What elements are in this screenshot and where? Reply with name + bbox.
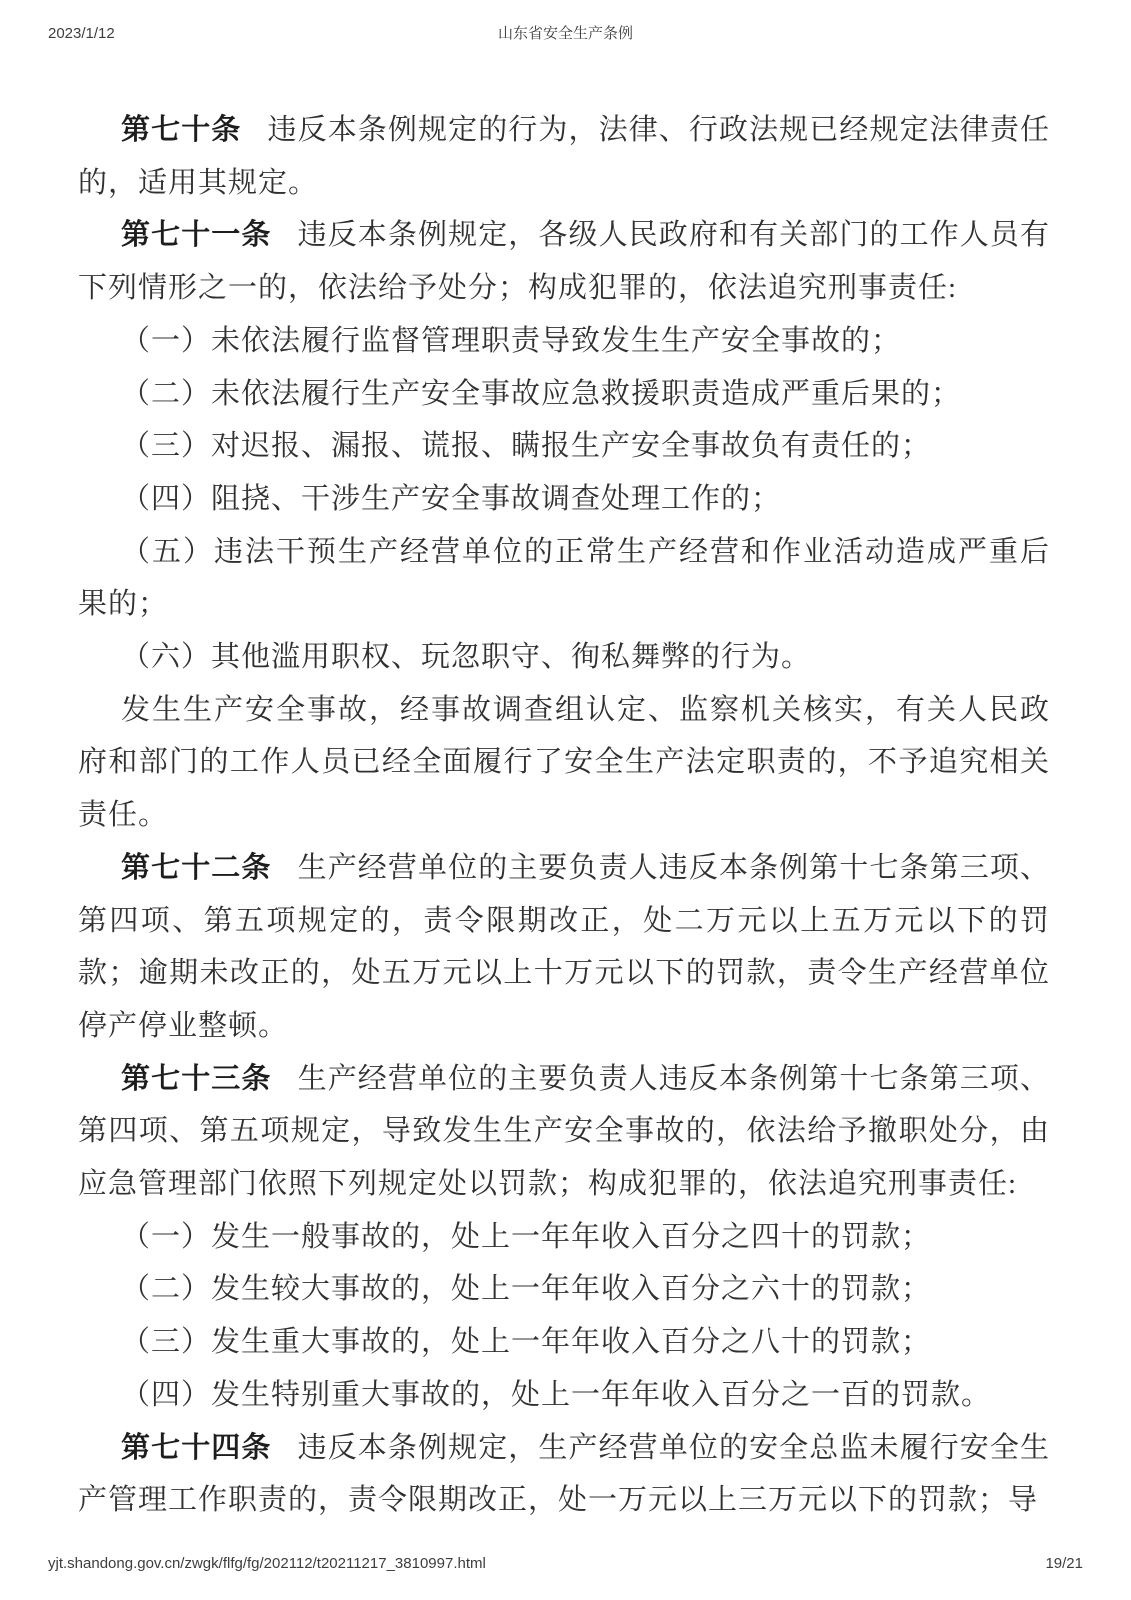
clause-item [78,368,1050,421]
print-date: 2023/1/12 [48,25,115,42]
article-72-paragraph [78,842,1050,1053]
clause-item [78,631,1050,684]
clause-item [78,315,1050,368]
clause-text: （四）发生特别重大事故的，处上一年年收入百分之一百的罚款。 [121,1378,992,1411]
clause-item [78,473,1050,526]
clause-item [78,1263,1050,1316]
clause-text: （一）未依法履行监督管理职责导致发生生产安全事故的； [121,324,902,357]
body-paragraph [78,684,1050,842]
page-indicator: 19/21 [1045,1555,1083,1572]
article-number: 第七十四条 [121,1431,272,1464]
clause-item [78,420,1050,473]
paragraph-text: 发生生产安全事故，经事故调查组认定、监察机关核实，有关人民政府和部门的工作人员已经全面履行了安全生产法定职责的，不予追究相关责任。 [78,693,1050,832]
clause-text: （一）发生一般事故的，处上一年年收入百分之四十的罚款； [121,1220,932,1253]
article-71-paragraph [78,209,1050,314]
clause-text: （六）其他滥用职权、玩忽职守、徇私舞弊的行为。 [121,641,812,674]
clause-text: （二）未依法履行生产安全事故应急救援职责造成严重后果的； [121,377,962,410]
clause-item [78,1316,1050,1369]
clause-text: （三）发生重大事故的，处上一年年收入百分之八十的罚款； [121,1326,932,1359]
article-text: 生产经营单位的主要负责人违反本条例第十七条第三项、第四项、第五项规定的，责令限期改正，处二万元以上五万元以下的罚款；逾期未改正的，处五万元以上十万元以下的罚款，责令生产经营单位停产停业整顿。 [78,851,1050,1042]
print-header [48,22,1083,43]
clause-text: （四）阻挠、干涉生产安全事故调查处理工作的； [121,482,782,515]
article-text: 违反本条例规定，各级人民政府和有关部门的工作人员有下列情形之一的，依法给予处分；构成犯罪的，依法追究刑事责任: [78,219,1050,305]
article-text: 生产经营单位的主要负责人违反本条例第十七条第三项、第四项、第五项规定，导致发生生产安全事故的，依法给予撤职处分，由应急管理部门依照下列规定处以罚款；构成犯罪的，依法追究刑事责任: [78,1062,1050,1201]
clause-item [78,1369,1050,1422]
article-number: 第七十三条 [121,1062,272,1095]
article-text: 违反本条例规定，生产经营单位的安全总监未履行安全生产管理工作职责的，责令限期改正，处一万元以上三万元以下的罚款；导 [78,1431,1050,1517]
article-70-paragraph [78,104,1050,209]
article-number: 第七十二条 [121,851,272,884]
print-footer [48,1555,1083,1572]
clause-item [78,526,1050,631]
clause-text: （三）对迟报、漏报、谎报、瞒报生产安全事故负有责任的； [121,430,932,463]
document-title: 山东省安全生产条例 [497,25,633,42]
article-73-paragraph [78,1053,1050,1211]
article-74-paragraph [78,1422,1050,1527]
clause-text: （二）发生较大事故的，处上一年年收入百分之六十的罚款； [121,1273,932,1306]
clause-item [78,1211,1050,1264]
clause-text: （五）违法干预生产经营单位的正常生产经营和作业活动造成严重后果的； [78,535,1050,621]
article-text: 违反本条例规定的行为，法律、行政法规已经规定法律责任的，适用其规定。 [78,114,1050,199]
source-url: yjt.shandong.gov.cn/zwgk/flfg/fg/202112/t20211217_3810997.html [48,1555,486,1572]
document-body [78,104,1050,1527]
article-number: 第七十条 [121,114,242,146]
article-number: 第七十一条 [121,219,272,252]
